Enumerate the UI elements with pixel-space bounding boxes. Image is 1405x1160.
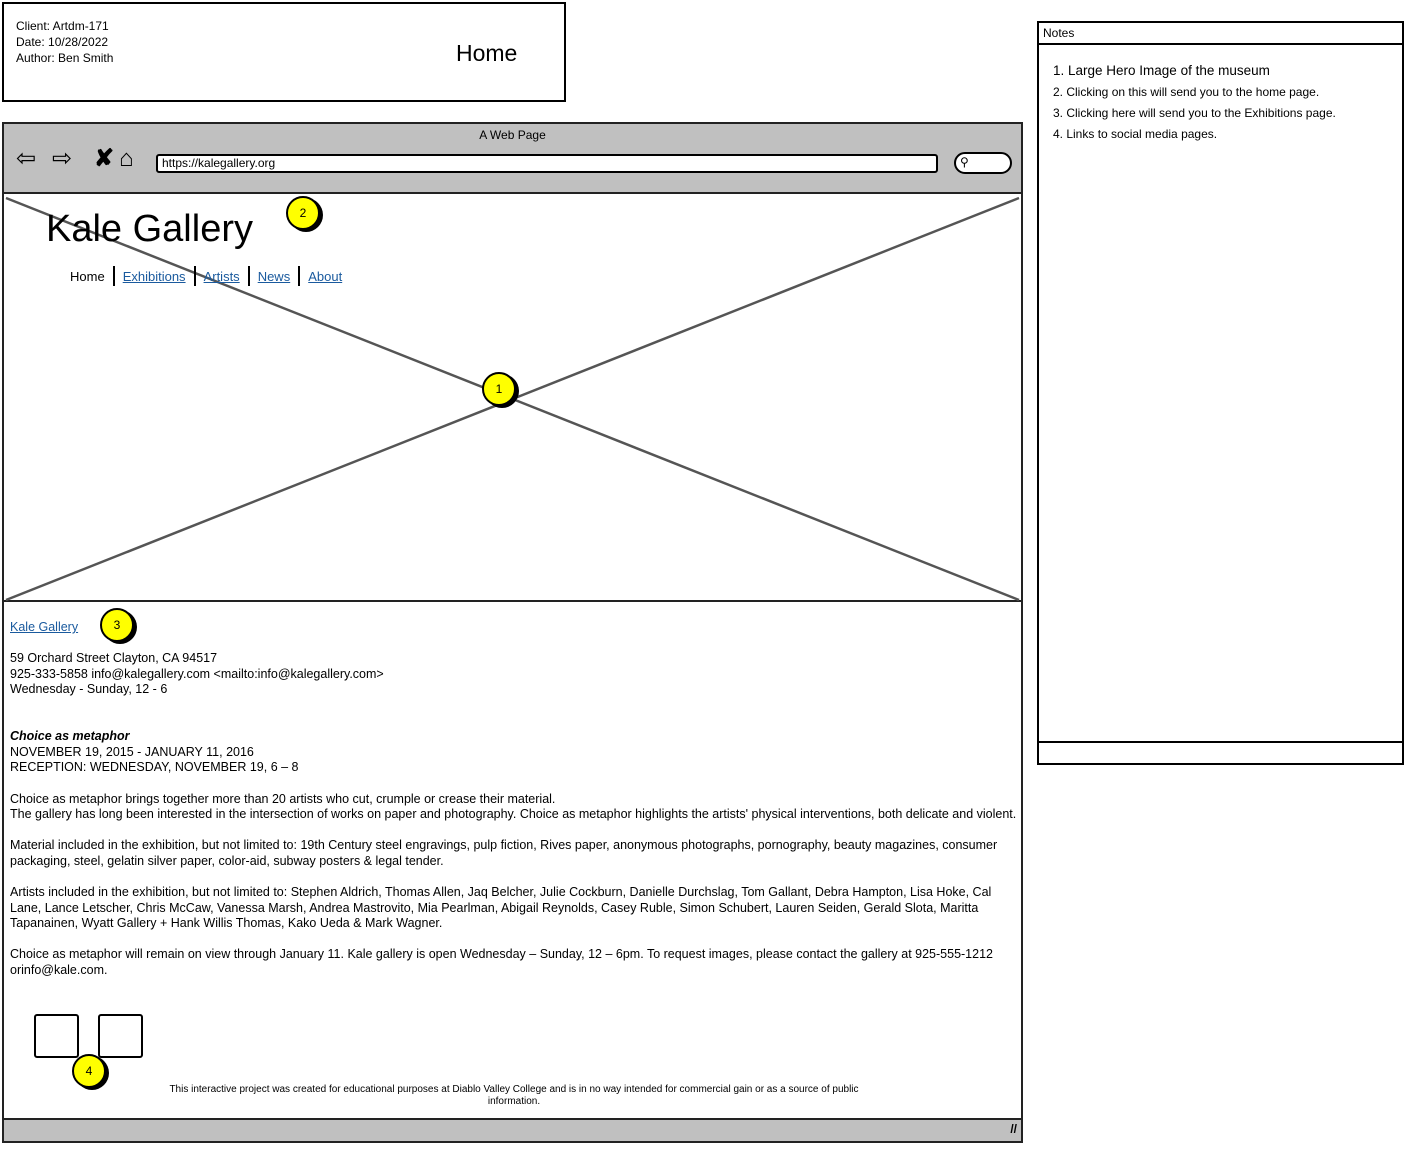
paragraph: Choice as metaphor will remain on view through January 11. Kale gallery is open Wednesday – Sunday, 12 – 6pm. To request images, please contact the gallery at 925-555-1212 orinfo@kale.com. [10, 947, 993, 978]
note-item: 3. Clicking here will send you to the Exhibitions page. [1053, 106, 1336, 120]
footer-disclaimer: This interactive project was created for educational purposes at Diablo Valley College and is in no way intended for commercial gain or as a source of public information. [169, 1084, 859, 1107]
annotation-marker-3: 3 [100, 608, 134, 642]
notes-title: Notes [1039, 23, 1402, 45]
reception: RECEPTION: WEDNESDAY, NOVEMBER 19, 6 – 8 [10, 760, 299, 775]
notes-list [1053, 63, 1353, 147]
home-link[interactable]: Kale Gallery [10, 620, 79, 634]
back-icon[interactable]: ⇦ [16, 145, 37, 172]
address: 59 Orchard Street Clayton, CA 94517 [10, 651, 218, 666]
nav-news[interactable]: News [257, 268, 291, 284]
client-label: Client: Artdm-171 [16, 19, 109, 33]
annotation-marker-4: 4 [72, 1054, 106, 1088]
url-input[interactable]: https://kalegallery.org [156, 154, 938, 173]
note-item: 2. Clicking on this will send you to the home page. [1053, 85, 1320, 99]
nav-about[interactable]: About [308, 268, 343, 284]
site-logo[interactable]: Kale Gallery [46, 208, 253, 250]
nav-exhibitions[interactable]: Exhibitions [122, 268, 186, 284]
window-title: A Web Page [479, 128, 546, 142]
author-label: Author: Ben Smith [16, 51, 114, 65]
notes-footer [1039, 741, 1402, 763]
nav-home[interactable]: Home [70, 268, 105, 284]
paragraph: Choice as metaphor brings together more than 20 artists who cut, crumple or crease their material. [10, 791, 556, 806]
main-content [10, 620, 1018, 994]
search-button[interactable] [954, 152, 1012, 174]
browser-toolbar [4, 124, 1021, 194]
site-nav [70, 266, 350, 286]
wireframe-meta-box [2, 2, 566, 102]
notes-panel [1037, 21, 1404, 765]
annotation-marker-1: 1 [482, 372, 516, 406]
nav-artists[interactable]: Artists [203, 268, 240, 284]
paragraph: Material included in the exhibition, but not limited to: 19th Century steel engravings, pulp fiction, Rives paper, anonymous photographs, pornography, beauty magazines, consumer packaging, steel, gelatin silver paper, color-aid, subway posters & legal tender. [10, 838, 998, 868]
date-label: Date: 10/28/2022 [16, 35, 109, 49]
annotation-marker-2: 2 [286, 196, 320, 230]
social-link-1[interactable] [34, 1014, 79, 1058]
browser-statusbar [4, 1118, 1021, 1141]
hours: Wednesday - Sunday, 12 - 6 [10, 682, 168, 697]
note-item: 1. Large Hero Image of the museum [1053, 63, 1270, 78]
stop-icon[interactable]: ✘ [94, 145, 115, 172]
contact-info: 925-333-5858 info@kalegallery.com <mailto:info@kalegallery.com> [10, 666, 384, 681]
forward-icon[interactable]: ⇨ [52, 145, 73, 172]
home-icon[interactable]: ⌂ [119, 145, 134, 172]
exhibit-dates: NOVEMBER 19, 2015 - JANUARY 11, 2016 [10, 744, 254, 759]
social-link-2[interactable] [98, 1014, 143, 1058]
search-icon: ⚲ [960, 155, 969, 169]
paragraph: Artists included in the exhibition, but not limited to: Stephen Aldrich, Thomas Allen, Jaq Belcher, Julie Cockburn, Danielle Durchslag, Tom Gallant, Debra Hampton, Lisa Hoke, Cal Lane, Lance Letscher, Chris McCaw, Vanessa Marsh, Andrea Mastrovito, Mia Pearlman, Abigail Reynolds, Casey Ruble, Simon Schubert, Lauren Seiden, Gerald Slota, Maritta Tapanainen, Wyatt Gallery + Hank Willis Thomas, Kako Ueda & Mark Wagner. [10, 885, 992, 931]
paragraph: The gallery has long been interested in the intersection of works on paper and photography. Choice as metaphor highlights the artists' physical interventions, both delicate and violent. [10, 807, 1017, 822]
resize-handle-icon[interactable]: // [1010, 1122, 1017, 1136]
page-name: Home [456, 40, 518, 66]
note-item: 4. Links to social media pages. [1053, 127, 1218, 141]
exhibit-title: Choice as metaphor [10, 729, 130, 744]
browser-window [2, 122, 1023, 1143]
